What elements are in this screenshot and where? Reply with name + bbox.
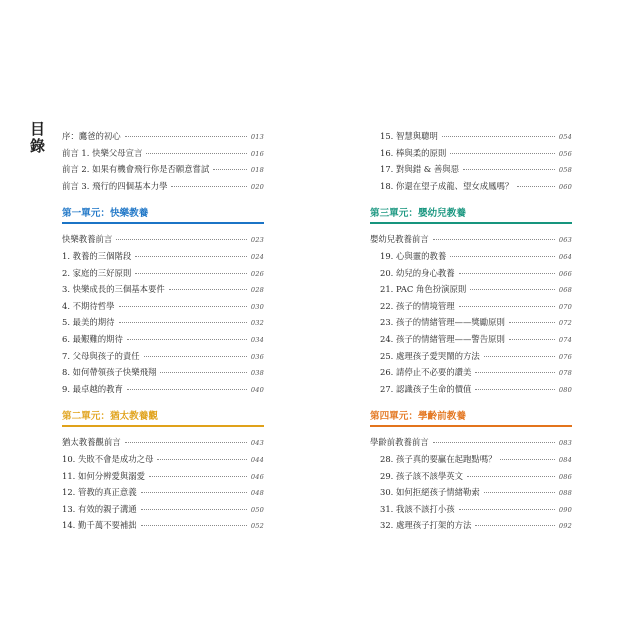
toc-entry-page: 090 (558, 505, 572, 514)
toc-entry[interactable] (62, 178, 264, 195)
toc-entry[interactable] (370, 128, 572, 145)
toc-entry[interactable] (370, 517, 572, 534)
toc-entry-page: 052 (250, 522, 264, 531)
toc-entry-title: 4. 不期待哲學 (62, 300, 115, 311)
toc-entry-page: 088 (558, 489, 572, 498)
dot-leader (160, 372, 246, 373)
toc-entry[interactable] (62, 298, 264, 315)
toc-entry-title: 31. 我該不該打小孩 (380, 503, 455, 514)
toc-entry-title: 32. 處理孩子打架的方法 (380, 520, 472, 531)
toc-entry-page: 038 (250, 369, 264, 378)
toc-entry-title: 26. 請停止不必要的讚美 (380, 367, 472, 378)
toc-entry[interactable] (62, 484, 264, 501)
toc-entry-title: 7. 父母與孩子的責任 (62, 350, 140, 361)
toc-entry[interactable] (62, 128, 264, 145)
dot-leader (509, 339, 555, 340)
toc-entry-title: 27. 認識孩子生命的價值 (380, 383, 472, 394)
toc-entry-page: 036 (250, 352, 264, 361)
dot-leader (484, 356, 555, 357)
toc-entry-title: 22. 孩子的情境管理 (380, 300, 455, 311)
toc-entry-page: 072 (558, 319, 572, 328)
dot-leader (127, 389, 247, 390)
toc-entry-page: 018 (250, 166, 264, 175)
toc-entry-page: 068 (558, 286, 572, 295)
dot-leader (475, 389, 554, 390)
dot-leader (475, 525, 554, 526)
continued-list (370, 128, 572, 194)
toc-entry-page: 056 (558, 149, 572, 158)
toc-entry[interactable] (370, 381, 572, 398)
toc-entry[interactable] (370, 161, 572, 178)
toc-entry-page: 092 (558, 522, 572, 531)
dot-leader (450, 153, 555, 154)
toc-entry[interactable] (62, 281, 264, 298)
dot-leader (459, 306, 555, 307)
dot-leader (169, 289, 247, 290)
toc-entry-title: 12. 管教的真正意義 (62, 487, 137, 498)
toc-entry[interactable] (62, 248, 264, 265)
toc-entry[interactable] (370, 231, 572, 248)
toc-entry-title: 20. 幼兒的身心教養 (380, 267, 455, 278)
toc-entry-title: 前言 2. 如果有機會飛行你是否願意嘗試 (62, 164, 210, 175)
toc-entry-title: 猶太教養觀前言 (62, 437, 121, 448)
toc-entry-title: 8. 如何帶領孩子快樂飛翔 (62, 367, 157, 378)
toc-entry-title: 17. 對與錯 & 善與惡 (380, 164, 460, 175)
toc-entry[interactable] (370, 298, 572, 315)
unit-2-list (62, 434, 264, 534)
toc-entry[interactable] (370, 178, 572, 195)
toc-entry-page: 034 (250, 335, 264, 344)
dot-leader (125, 136, 247, 137)
toc-entry[interactable] (370, 314, 572, 331)
toc-entry[interactable] (370, 434, 572, 451)
dot-leader (119, 322, 247, 323)
toc-entry[interactable] (370, 348, 572, 365)
toc-entry-page: 032 (250, 319, 264, 328)
toc-entry-title: 16. 棒與柔的原則 (380, 147, 447, 158)
toc-entry-title: 6. 最艱難的期待 (62, 333, 123, 344)
toc-entry[interactable] (370, 145, 572, 162)
dot-leader (144, 356, 247, 357)
dot-leader (442, 136, 555, 137)
toc-entry-page: 086 (558, 472, 572, 481)
unit-3-rule (370, 222, 572, 224)
toc-entry-title: 29. 孩子該不該學英文 (380, 470, 463, 481)
unit-4-list (370, 434, 572, 534)
dot-leader (157, 459, 246, 460)
toc-entry[interactable] (370, 331, 572, 348)
unit-1-heading-label: 第一單元：快樂教養 (62, 208, 149, 220)
toc-entry[interactable] (370, 281, 572, 298)
toc-entry-title: 15. 智慧與聰明 (380, 131, 438, 141)
unit-2-heading-label: 第二單元：猶太教養觀 (62, 411, 158, 423)
toc-entry-title: 9. 最卓越的教育 (62, 383, 123, 394)
dot-leader (116, 239, 247, 240)
toc-entry-page: 024 (250, 252, 264, 261)
toc-entry[interactable] (370, 468, 572, 485)
toc-entry-title: 25. 處理孩子愛哭鬧的方法 (380, 350, 480, 361)
dot-leader (463, 169, 555, 170)
toc-entry-page: 058 (558, 166, 572, 175)
toc-entry[interactable] (370, 248, 572, 265)
dot-leader (459, 273, 555, 274)
dot-leader (470, 289, 555, 290)
dot-leader (213, 169, 246, 170)
toc-entry-page: 076 (558, 352, 572, 361)
unit-1-heading[interactable] (62, 206, 264, 224)
toc-entry-title: 3. 快樂成長的三個基本要件 (62, 284, 165, 295)
toc-entry-page: 044 (250, 455, 264, 464)
toc-entry-page: 083 (558, 439, 572, 448)
toc-entry-page: 084 (558, 455, 572, 464)
unit-3-heading[interactable] (370, 206, 572, 224)
toc-entry[interactable] (370, 501, 572, 518)
toc-entry-page: 048 (250, 489, 264, 498)
toc-entry[interactable] (62, 145, 264, 162)
toc-entry-title: 11. 如何分辨愛與溺愛 (62, 470, 145, 481)
unit-2-rule (62, 425, 264, 427)
toc-entry[interactable] (62, 314, 264, 331)
toc-entry-page: 074 (558, 335, 572, 344)
dot-leader (119, 306, 247, 307)
dot-leader (467, 476, 555, 477)
dot-leader (450, 256, 555, 257)
toc-entry[interactable] (370, 484, 572, 501)
toc-entry-page: 046 (250, 472, 264, 481)
toc-entry-page: 026 (250, 269, 264, 278)
toc-entry[interactable] (62, 265, 264, 282)
toc-entry-title: 13. 有效的親子溝通 (62, 503, 137, 514)
dot-leader (517, 186, 555, 187)
toc-entry-page: 070 (558, 302, 572, 311)
toc-entry[interactable] (62, 381, 264, 398)
unit-2-heading[interactable] (62, 409, 264, 427)
toc-entry-page: 063 (558, 236, 572, 245)
toc-entry-page: 080 (558, 385, 572, 394)
preface-list (62, 128, 264, 194)
toc-entry-page: 020 (250, 182, 264, 191)
toc-entry-title: 18. 你還在望子成龍、望女成鳳嗎？ (380, 180, 514, 191)
toc-entry-title: 嬰幼兒教養前言 (370, 234, 429, 245)
dot-leader (500, 459, 554, 460)
toc-entry-page: 078 (558, 369, 572, 378)
dot-leader (135, 273, 247, 274)
toc-entry-title: 前言 1. 快樂父母宣言 (62, 147, 143, 158)
toc-entry-title: 序：鷹爸的初心 (62, 131, 121, 141)
dot-leader (141, 509, 247, 510)
dot-leader (433, 442, 555, 443)
toc-entry-page: 066 (558, 269, 572, 278)
toc-entry-page: 016 (250, 149, 264, 158)
unit-3-list (370, 231, 572, 397)
toc-entry[interactable] (62, 468, 264, 485)
toc-entry-page: 030 (250, 302, 264, 311)
unit-4-heading-label: 第四單元：學齡前教養 (370, 411, 466, 423)
toc-entry-title: 10. 失敗不會是成功之母 (62, 453, 154, 464)
unit-4-heading[interactable] (370, 409, 572, 427)
dot-leader (141, 492, 247, 493)
toc-entry-page: 028 (250, 286, 264, 295)
unit-1-rule (62, 222, 264, 224)
dot-leader (475, 372, 554, 373)
toc-entry-page: 043 (250, 439, 264, 448)
dot-leader (484, 492, 555, 493)
toc-entry[interactable] (62, 517, 264, 534)
unit-3-heading-label: 第三單元：嬰幼兒教養 (370, 208, 466, 220)
toc-entry[interactable] (62, 231, 264, 248)
toc-entry-page: 060 (558, 182, 572, 191)
toc-entry-page: 050 (250, 505, 264, 514)
toc-entry[interactable] (370, 265, 572, 282)
page-title: 目錄 (30, 120, 46, 155)
toc-entry[interactable] (62, 501, 264, 518)
toc-entry-title: 19. 心與靈的教養 (380, 250, 447, 261)
dot-leader (125, 442, 247, 443)
toc-entry-title: 2. 家庭的三好原則 (62, 267, 132, 278)
dot-leader (171, 186, 246, 187)
toc-entry-title: 24. 孩子的情緒管理——警告原則 (380, 333, 505, 344)
dot-leader (509, 322, 555, 323)
toc-entry[interactable] (62, 364, 264, 381)
toc-entry-page: 023 (250, 236, 264, 245)
dot-leader (459, 509, 555, 510)
toc-entry[interactable] (370, 364, 572, 381)
toc-entry-title: 23. 孩子的情緒管理——獎勵原則 (380, 317, 505, 328)
toc-entry-title: 30. 如何拒絕孩子情緒勒索 (380, 487, 480, 498)
toc-entry-title: 21. PAC 角色扮演原則 (380, 284, 467, 295)
toc-entry-title: 學齡前教養前言 (370, 437, 429, 448)
dot-leader (127, 339, 247, 340)
toc-entry[interactable] (62, 348, 264, 365)
dot-leader (146, 153, 246, 154)
dot-leader (433, 239, 555, 240)
toc-entry-page: 040 (250, 385, 264, 394)
toc-entry[interactable] (62, 161, 264, 178)
toc-entry[interactable] (62, 331, 264, 348)
toc-entry-title: 前言 3. 飛行的四個基本力學 (62, 180, 168, 191)
toc-entry-title: 快樂教養前言 (62, 234, 113, 245)
toc-entry-title: 1. 教養的三個階段 (62, 250, 132, 261)
toc-right-column (370, 128, 572, 534)
toc-entry[interactable] (62, 434, 264, 451)
toc-entry-title: 14. 勤千萬不要補拙 (62, 520, 137, 531)
dot-leader (141, 525, 247, 526)
toc-entry[interactable] (370, 451, 572, 468)
unit-1-list (62, 231, 264, 397)
dot-leader (149, 476, 247, 477)
toc-entry-title: 28. 孩子真的要贏在起跑點嗎？ (380, 453, 497, 464)
toc-entry-page: 054 (558, 133, 572, 141)
toc-entry[interactable] (62, 451, 264, 468)
unit-4-rule (370, 425, 572, 427)
dot-leader (135, 256, 247, 257)
toc-left-column (62, 128, 264, 534)
toc-entry-title: 5. 最美的期待 (62, 317, 115, 328)
toc-entry-page: 013 (250, 133, 264, 141)
toc-entry-page: 064 (558, 252, 572, 261)
